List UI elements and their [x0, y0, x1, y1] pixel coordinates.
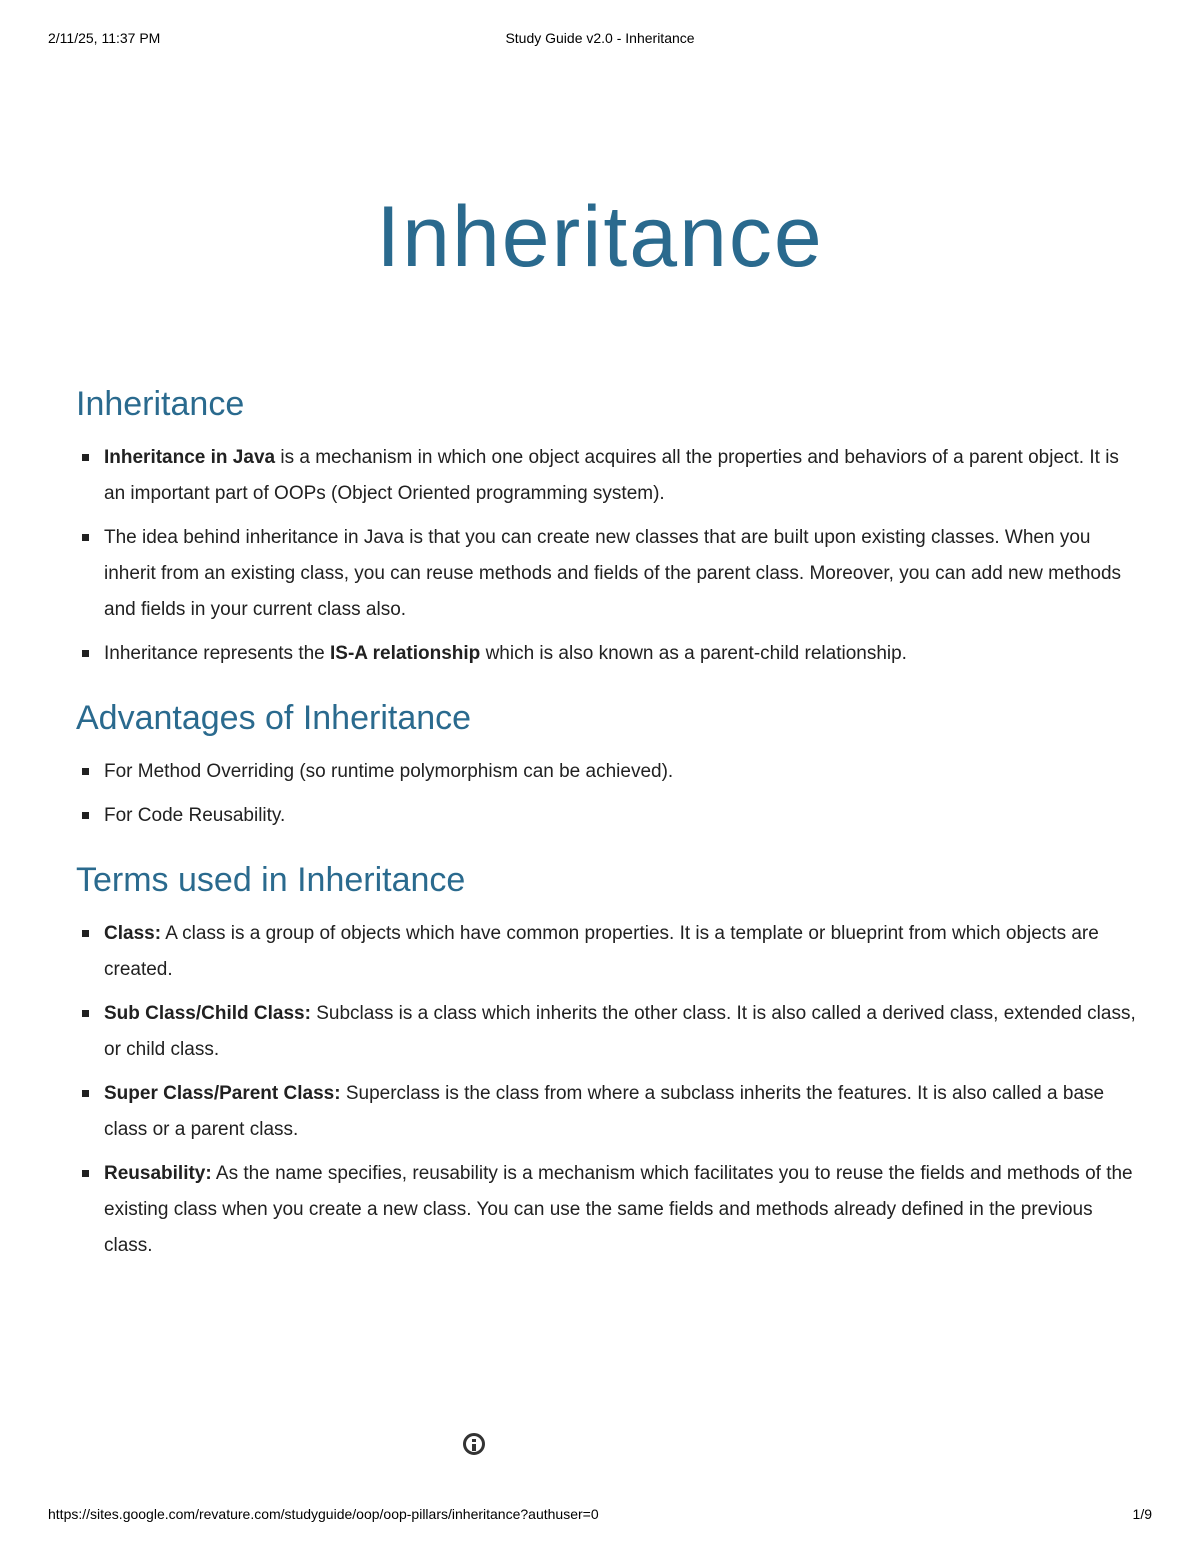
item-text: Subclass is a class which inherits the other class. It is also called a derived class, extended class, or child class. [104, 1003, 1136, 1060]
section-heading-inheritance: Inheritance [76, 385, 245, 423]
info-icon-stem [472, 1444, 476, 1451]
info-icon-dot [472, 1439, 476, 1442]
item-text: As the name specifies, reusability is a mechanism which facilitates you to reuse the fields and methods of the existing class when you create a new class. You can use the same fields and methods already defined in the previous class. [104, 1163, 1133, 1256]
item-text: is a mechanism in which one object acquires all the properties and behaviors of a parent object. It is an important part of OOPs (Object Oriented programming system). [104, 447, 1119, 504]
item-text: The idea behind inheritance in Java is that you can create new classes that are built upon existing classes. When you inherit from an existing class, you can reuse methods and fields of the parent class. Moreover, you can add new methods and fields in your current class also. [104, 527, 1122, 620]
section-heading-terms: Terms used in Inheritance [76, 861, 466, 899]
main-content [76, 380, 1136, 1272]
advantages-list [76, 754, 1136, 834]
square-bullet-icon [82, 1090, 89, 1097]
item-text: Superclass is the class from where a subclass inherits the features. It is also called a base class or a parent class. [104, 1083, 1105, 1140]
print-header [48, 30, 1152, 50]
square-bullet-icon [82, 534, 89, 541]
square-bullet-icon [82, 930, 89, 937]
term-label: Reusability: [104, 1163, 212, 1184]
list-item [76, 916, 1136, 988]
info-icon[interactable] [463, 1433, 485, 1455]
term-label: IS-A relationship [330, 643, 481, 664]
terms-list [76, 916, 1136, 1264]
term-label: Super Class/Parent Class: [104, 1083, 341, 1104]
print-doc-title: Study Guide v2.0 - Inheritance [505, 30, 695, 46]
term-label: Inheritance in Java [104, 447, 276, 468]
list-item [76, 798, 1136, 834]
item-text: which is also known as a parent-child relationship. [480, 643, 907, 664]
list-item [76, 636, 1136, 672]
print-footer [48, 1506, 1152, 1526]
list-item [76, 1076, 1136, 1148]
item-text: For Code Reusability. [104, 805, 286, 826]
page-url: https://sites.google.com/revature.com/studyguide/oop/oop-pillars/inheritance?authuser=0 [48, 1506, 599, 1522]
list-item [76, 440, 1136, 512]
print-date: 2/11/25, 11:37 PM [48, 30, 161, 46]
item-text: For Method Overriding (so runtime polymorphism can be achieved). [104, 761, 674, 782]
square-bullet-icon [82, 1170, 89, 1177]
list-item [76, 520, 1136, 628]
square-bullet-icon [82, 454, 89, 461]
item-pre-text: Inheritance represents the [104, 643, 331, 664]
inheritance-list [76, 440, 1136, 672]
square-bullet-icon [82, 768, 89, 775]
list-item [76, 754, 1136, 790]
list-item [76, 996, 1136, 1068]
square-bullet-icon [82, 1010, 89, 1017]
page-number: 1/9 [1132, 1506, 1152, 1522]
page-title: Inheritance [376, 189, 824, 285]
section-heading-advantages: Advantages of Inheritance [76, 699, 472, 737]
term-label: Class: [104, 923, 162, 944]
term-label: Sub Class/Child Class: [104, 1003, 311, 1024]
item-text: A class is a group of objects which have common properties. It is a template or blueprint from which objects are created. [104, 923, 1099, 980]
square-bullet-icon [82, 650, 89, 657]
square-bullet-icon [82, 812, 89, 819]
list-item [76, 1156, 1136, 1264]
